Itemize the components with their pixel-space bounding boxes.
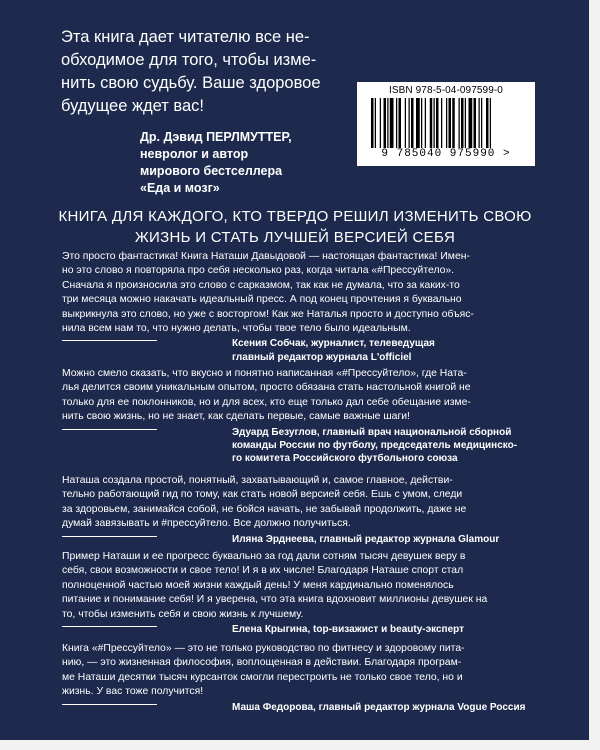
review-line: Сначала я произносила это слово с сарказмом, так как не думала, что за каких-то [62,279,460,291]
review-line: нила всем нам то, что нужно делать, чтобы твое тело было идеальным. [62,323,411,335]
review-line: Книга «#Прессуйтело» — это не только руководство по фитнесу и здоровому пита- [62,643,465,654]
barcode-bar [436,98,439,148]
attribution-line: Др. Дэвид ПЕРЛМУТТЕР, [140,130,292,144]
review-line: выкрикнула это слово, но уже с восторгом! Как же Наталья просто и доступно объяс- [62,308,474,320]
barcode-bar [441,98,442,148]
divider-rule [62,536,157,537]
review-line: только для ее поклонников, но и для всех, кто еще только дал себе обещание изме- [62,396,471,408]
barcode-bar [465,98,466,148]
intro-line: нить свою судьбу. Ваше здоровое [61,74,321,92]
review-line: но это слово я повторяла про себя несколько раз, когда читала «#Прессуйтело». [62,265,455,277]
source-line: главный редактор журнала L'officiel [232,351,412,363]
review-sobchak [62,250,540,364]
barcode-bar [371,98,374,148]
review-line: питание и понимание себя! И я уверена, что эта книга вдохновит миллионы девушек на [62,594,488,606]
review-fedorova [62,642,540,714]
review-erdneeva [62,474,540,546]
barcode-bar [425,98,426,148]
source-line: команды России по футболу, председатель медицинско- [232,440,518,452]
review-source [62,337,540,364]
barcode-bars [371,98,523,148]
page-edge-right [589,0,600,750]
source-line: Ксения Собчак, журналист, телеведущая [232,338,435,350]
intro-line: будущее ждет вас! [61,97,205,115]
barcode-digits: 9 785040 975990 > [381,148,511,160]
review-line: полноценной частью моей жизни каждый день! У меня кардинально поменялось [62,579,454,591]
barcode-bar [486,98,489,148]
attribution-line: невролог и автор [140,147,249,161]
review-line: Пример Наташи и ее прогресс буквально за год дали сотням тысяч девушек веру в [62,551,466,562]
review-line: нию, — это жизненная философия, воплощенная в действии. Благодаря програм- [62,657,462,669]
barcode-bar [411,98,414,148]
barcode-bar [387,98,388,148]
page-edge-bottom [0,740,600,750]
review-line: Наташа создала простой, понятный, захватывающий и, самое главное, действи- [62,475,453,486]
divider-rule [62,429,157,430]
headline-line: КНИГА ДЛЯ КАЖДОГО, КТО ТВЕРДО РЕШИЛ ИЗМЕНИТЬ СВОЮ [58,208,532,225]
barcode-bar [380,98,381,148]
barcode-bar [405,98,406,148]
headline-line: ЖИЗНЬ И СТАТЬ ЛУЧШЕЙ ВЕРСИЕЙ СЕБЯ [134,229,456,246]
barcode-bar [409,98,410,148]
review-line: Можно смело сказать, что вкусно и понятно написанная «#Прессуйтело», где Ната- [62,368,467,379]
barcode-bar [399,98,402,148]
intro-attribution [140,129,350,197]
headline [40,206,550,248]
attribution-line: «Еда и мозг» [140,181,220,195]
review-line: себя, свои возможности и свое тело! И я в их числе! Благодаря Наташе спорт стал [62,565,464,577]
barcode-bar [421,98,422,148]
attribution-line: мирового бестселлера [140,164,283,178]
barcode-bar [449,98,452,148]
review-source [62,426,540,466]
barcode-bar [474,98,477,148]
review-line: думай завязывать и #прессуйтело. Все должно получиться. [62,518,351,530]
intro-line: Эта книга дает читателю все не- [61,28,310,46]
barcode-bar [430,98,433,148]
source-line: Елена Крыгина, top-визажист и beauty-эксперт [232,624,465,636]
isbn-number: ISBN 978-5-04-097599-0 [389,85,503,96]
review-line: жизнь. У вас тоже получится! [62,686,204,698]
review-bezuglov [62,367,540,466]
review-source [62,533,540,546]
barcode-bar [396,98,397,148]
divider-rule [62,340,157,341]
barcode-bar [416,98,420,148]
source-line: го комитета Российского футбольного союза [232,453,458,465]
source-line: Иляна Эрднеева, главный редактор журнала Glamour [232,533,500,545]
barcode-bar [481,98,482,148]
review-source [62,701,540,714]
barcode-bar [469,98,473,148]
intro-quote [61,26,341,118]
review-line: Это просто фантастика! Книга Наташи Давыдовой — настоящая фантастика! Имен- [62,251,470,262]
isbn-barcode [357,82,535,166]
review-line: за здоровьем, занимайся собой, не бойся начать, не забывай продолжить, даже не [62,503,467,515]
review-line: три месяца можно накачать идеальный пресс. А под конец прочтения я буквально [62,294,462,306]
intro-line: обходимое для того, чтобы изме- [61,51,317,69]
review-line: тельно работающий гид по тому, как стать новой версией себя. Ешь с умом, следи [62,489,463,501]
barcode-bar [446,98,447,148]
source-line: Маша Федорова, главный редактор журнала Vogue Россия [232,701,526,713]
review-line: лья делится своим уникальным опытом, просто обязана стать настольной книгой не [62,382,471,394]
barcode-bar [375,98,376,148]
barcode-bar [459,98,460,148]
review-krygina [62,550,540,636]
source-line: Эдуард Безуглов, главный врач национальной сборной [232,426,512,438]
barcode-bar [452,98,455,148]
divider-rule [62,626,157,627]
barcode-bar [461,98,464,148]
barcode-bar [479,98,480,148]
review-line: то, чтобы изменить себя и свою жизнь к лучшему. [62,608,304,620]
barcode-bar [384,98,387,148]
review-line: нить свою жизнь, но не знает, как сделать первые, самые важные шаги! [62,411,410,423]
barcode-bar [490,98,491,148]
barcode-bar [434,98,435,148]
divider-rule [62,704,157,705]
review-line: ме Наташи десятки тысяч курсанток смогли перестроить не только свое тело, но и [62,671,463,683]
barcode-bar [390,98,394,148]
